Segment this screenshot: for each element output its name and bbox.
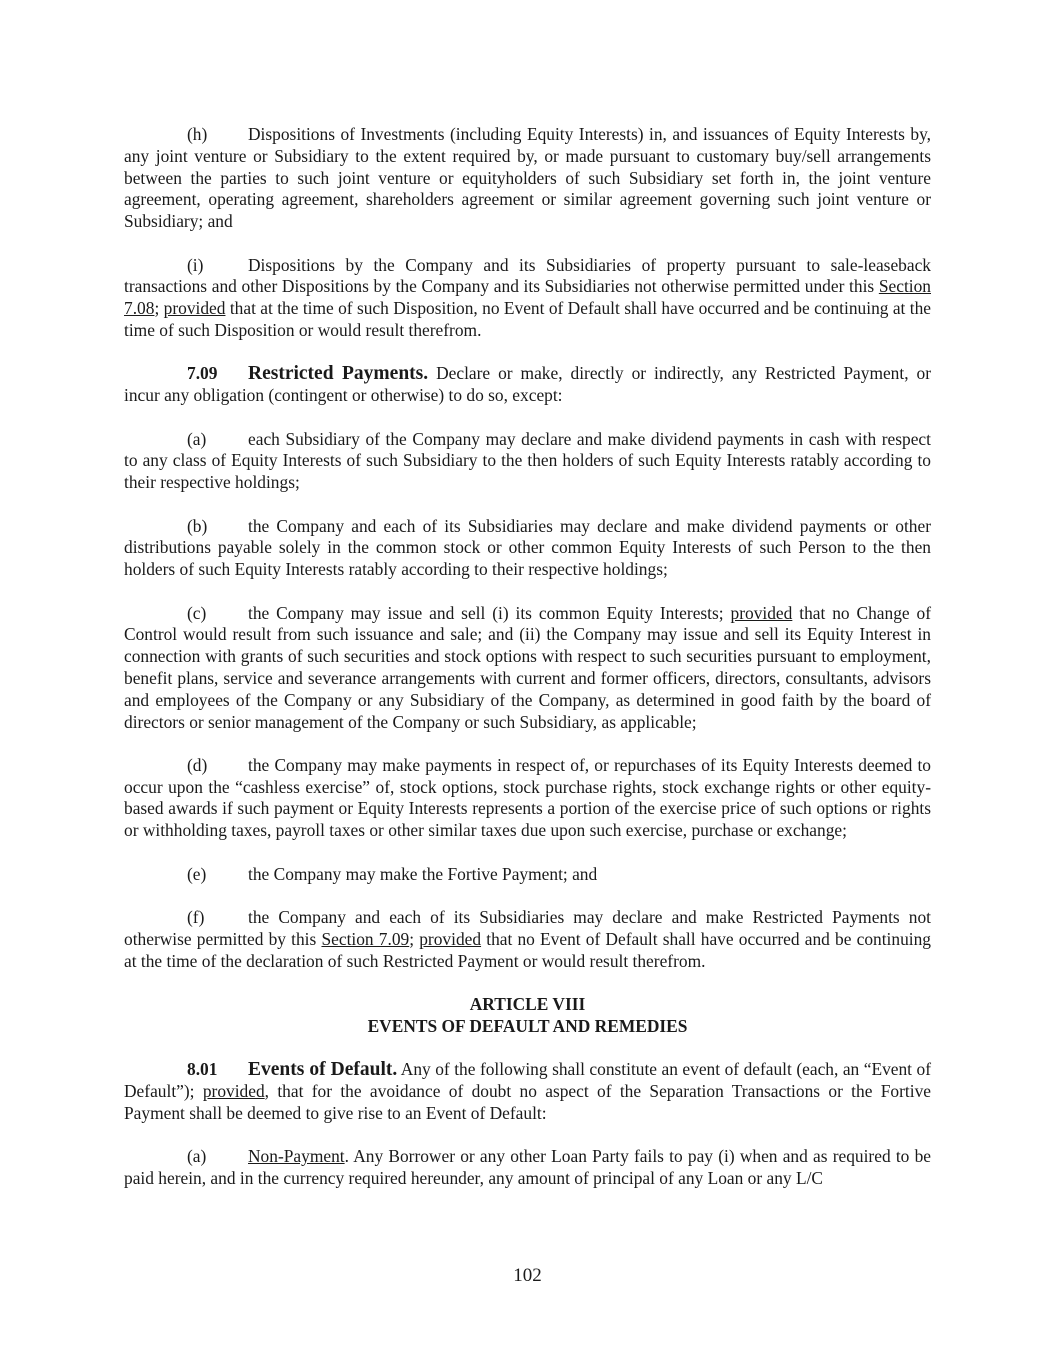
paragraph-label: (a) xyxy=(187,1146,207,1167)
section-title: Restricted Payments. xyxy=(248,363,429,385)
paragraph-text: Dispositions of Investments (including Equity Interests) in, and issuances of Equity Interests by, any joint venture or Subsidiary to the extent required by, or made pursuant to customary buy/sell arrangements between the parties to such joint venture or equityholders of such Subsidiary set forth in, the joint venture agreement, operating agreement, shareholders agreement or similar agreement governing such joint venture or Subsidiary; and xyxy=(124,124,931,232)
article-number: ARTICLE VIII xyxy=(469,994,586,1015)
paragraph-text: the Company and each of its Subsidiaries may declare and make Restricted Payments not otherwise permitted by this xyxy=(124,907,931,949)
paragraph-heading: Non-Payment xyxy=(248,1146,345,1167)
proviso: provided xyxy=(202,1081,265,1102)
paragraph-f xyxy=(124,907,931,972)
page-number: 102 xyxy=(513,1265,542,1286)
paragraph-text: the Company may make payments in respect of, or repurchases of its Equity Interests deemed to occur upon the “cashless exercise” of, stock options, stock purchase rights, stock exchange rights or other equity-based awards if such payment or Equity Interests represents a portion of the exercise price of such options or rights or withholding taxes, payroll taxes or other similar taxes due upon such exercise, purchase or exchange; xyxy=(124,754,931,841)
paragraph-text: that at the time of such Disposition, no Event of Default shall have occurred and be continuing at the time of such Disposition or would result therefrom. xyxy=(124,298,931,340)
paragraph-label: (a) xyxy=(187,428,207,449)
paragraph-label: (f) xyxy=(187,907,205,928)
paragraph-text: the Company and each of its Subsidiaries may declare and make dividend payments or other distributions payable solely in the common stock or other common Equity Interests of such Person to the then holders of such Equity Interests ratably according to their respective holdings; xyxy=(124,515,931,580)
proviso: provided xyxy=(163,298,226,319)
paragraph-text: each Subsidiary of the Company may declare and make dividend payments in cash with respect to any class of Equity Interests of such Subsidiary to the then holders of such Equity Interests ratably according to their respective holdings; xyxy=(124,428,931,493)
section-number: 7.09 xyxy=(187,363,218,384)
paragraph-h xyxy=(124,124,931,233)
paragraph-b xyxy=(124,516,931,581)
section-reference: Section 7.09 xyxy=(321,928,410,949)
section-reference: Section 7.08 xyxy=(124,276,931,319)
section-text: , that for the avoidance of doubt no aspect of the Separation Transactions or the Fortive Payment shall be deemed to give rise to an Event of Default: xyxy=(124,1081,931,1123)
document-page xyxy=(124,124,931,1211)
paragraph-d xyxy=(124,755,931,842)
section-text: Any of the following shall constitute an event of default (each, an “Event of Default”); xyxy=(124,1059,931,1102)
paragraph-text: . Any Borrower or any other Loan Party fails to pay (i) when and as required to be paid herein, and in the currency required hereunder, any amount of principal of any Loan or any L/C xyxy=(124,1146,931,1189)
paragraph-text: that no Event of Default shall have occurred and be continuing at the time of the declaration of such Restricted Payment or would result therefrom. xyxy=(124,928,931,971)
paragraph-label: (e) xyxy=(187,863,207,884)
paragraph-i xyxy=(124,255,931,342)
paragraph-c xyxy=(124,603,931,734)
separator: ; xyxy=(154,298,164,319)
paragraph-label: (i) xyxy=(187,254,204,275)
proviso: provided xyxy=(730,602,793,623)
paragraph-label: (b) xyxy=(187,515,208,536)
section-title: Events of Default. xyxy=(248,1059,398,1081)
section-number: 8.01 xyxy=(187,1059,218,1080)
paragraph-text: that no Change of Control would result from such issuance and sale; and (ii) the Company may issue and sell its Equity Interest in connection with grants of such securities and stock options with respect to such securities pursuant to employment, benefit plans, service and severance arrangements with current and former officers, directors, consultants, advisors and employees of the Company or any Subsidiary of the Company, as determined in good faith by the board of directors or senior management of the Company or such Subsidiary, as applicable; xyxy=(124,602,931,732)
separator: ; xyxy=(409,928,420,949)
article-title: EVENTS OF DEFAULT AND REMEDIES xyxy=(367,1015,688,1036)
section-text: Declare or make, directly or indirectly, any Restricted Payment, or incur any obligation (contingent or otherwise) to do so, except: xyxy=(124,363,932,406)
paragraph-label: (h) xyxy=(187,124,208,144)
article-heading xyxy=(124,994,931,1038)
paragraph-text: the Company may make the Fortive Payment; and xyxy=(248,863,598,884)
paragraph-text: the Company may issue and sell (i) its common Equity Interests; xyxy=(248,602,731,623)
proviso: provided xyxy=(419,928,482,949)
paragraph-a xyxy=(124,429,931,494)
section-8-01-heading xyxy=(124,1059,931,1124)
paragraph-e xyxy=(124,864,931,886)
paragraph-label: (c) xyxy=(187,602,207,623)
section-7-09-heading xyxy=(124,363,931,407)
paragraph-8-01-a xyxy=(124,1146,931,1190)
paragraph-text: Dispositions by the Company and its Subsidiaries of property pursuant to sale-leaseback transactions and other Dispositions by the Company and its Subsidiaries not otherwise permitted under this xyxy=(124,254,931,297)
paragraph-label: (d) xyxy=(187,754,208,775)
